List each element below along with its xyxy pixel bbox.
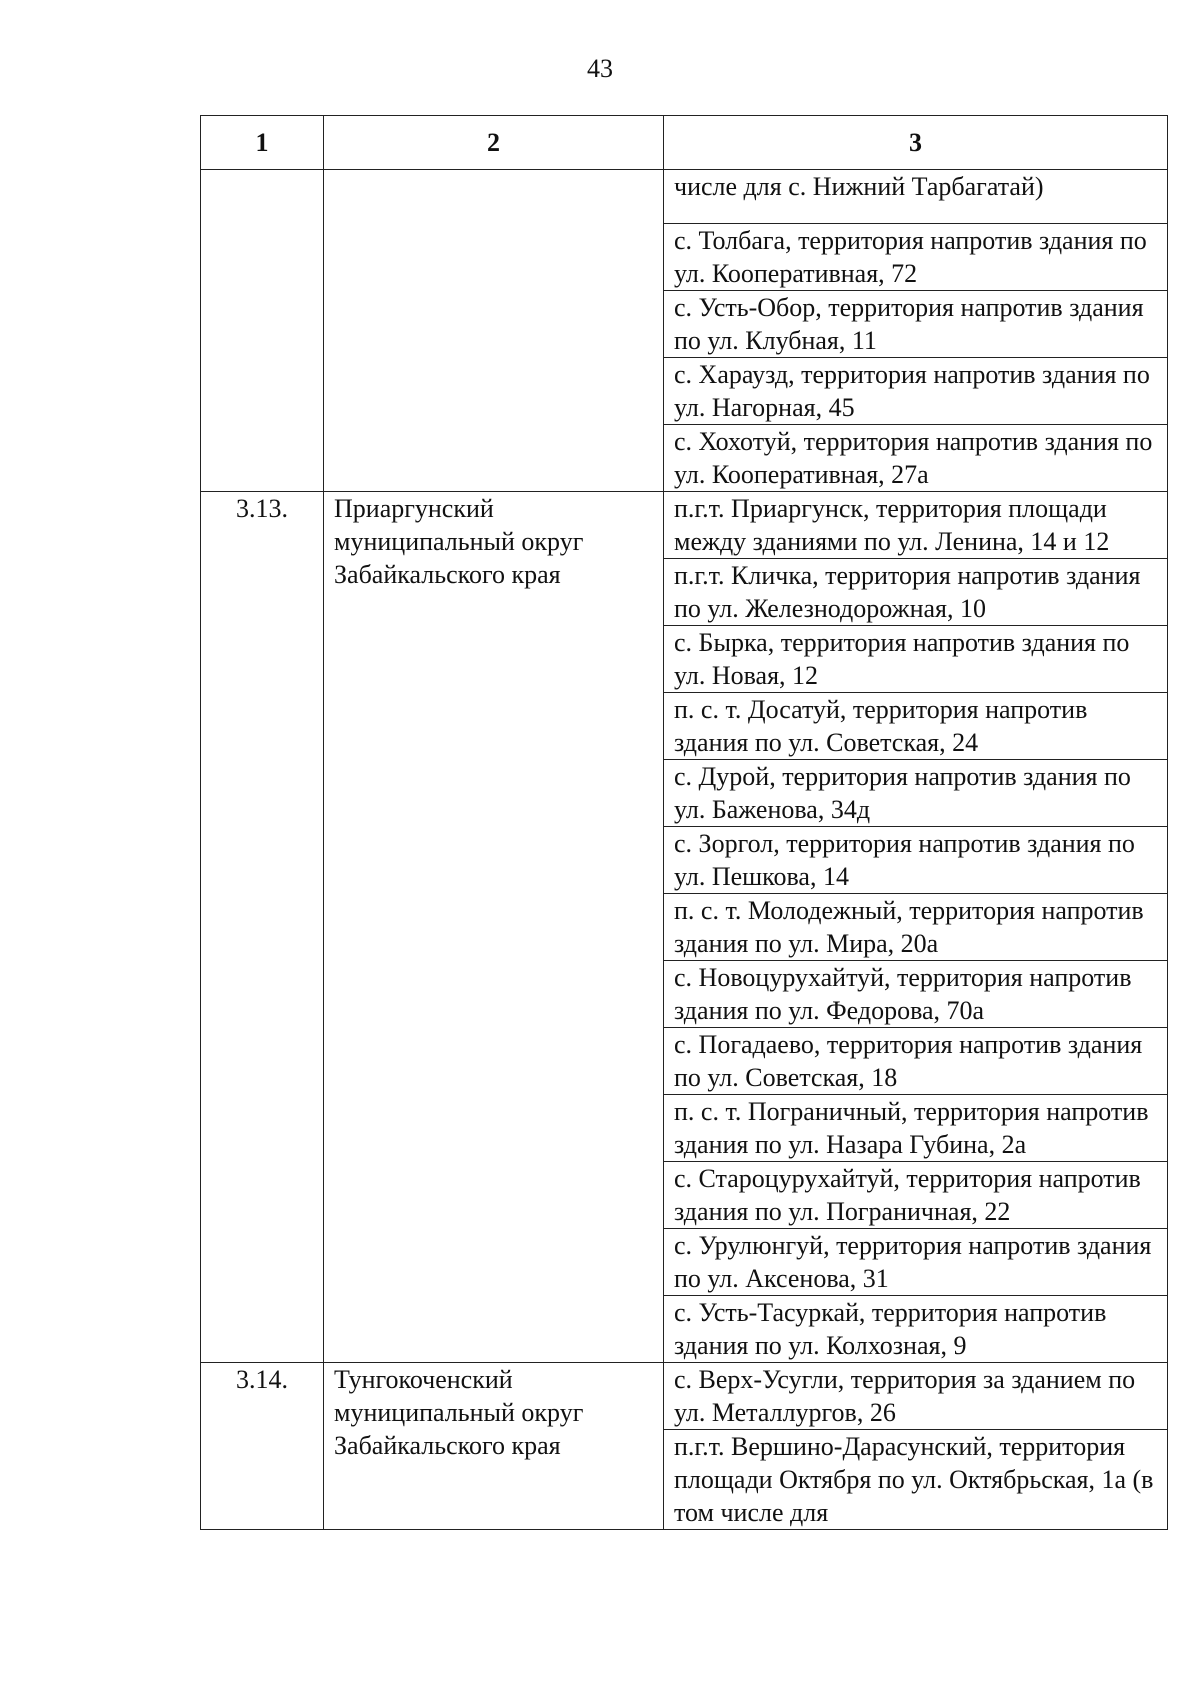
column-header-2: 2 [324,116,664,170]
address-cell: с. Зоргол, территория напротив здания по ул. Пешкова, 14 [664,827,1168,894]
address-cell: с. Хохотуй, территория напротив здания по ул. Кооперативная, 27а [664,425,1168,492]
table-row [201,1363,1168,1430]
table-row [201,492,1168,559]
address-cell: п. с. т. Пограничный, территория напротив здания по ул. Назара Губина, 2а [664,1095,1168,1162]
address-cell: с. Староцурухайтуй, территория напротив здания по ул. Пограничная, 22 [664,1162,1168,1229]
address-cell: с. Погадаево, территория напротив здания по ул. Советская, 18 [664,1028,1168,1095]
table-body [201,170,1168,1530]
address-cell: с. Усть-Обор, территория напротив здания по ул. Клубная, 11 [664,291,1168,358]
district-name-cell [324,170,664,492]
district-name-cell: Приаргунский муниципальный округ Забайкальского края [324,492,664,1363]
district-name-cell: Тунгокоченский муниципальный округ Забайкальского края [324,1363,664,1530]
address-cell: с. Бырка, территория напротив здания по ул. Новая, 12 [664,626,1168,693]
address-cell: п. с. т. Досатуй, территория напротив здания по ул. Советская, 24 [664,693,1168,760]
address-cell: с. Верх-Усугли, территория за зданием по ул. Металлургов, 26 [664,1363,1168,1430]
page-number: 43 [587,54,613,83]
column-header-1: 1 [201,116,324,170]
address-cell: с. Усть-Тасуркай, территория напротив здания по ул. Колхозная, 9 [664,1296,1168,1363]
table-header-row [201,116,1168,170]
address-cell: с. Толбага, территория напротив здания по ул. Кооперативная, 72 [664,224,1168,291]
row-number-cell [201,170,324,492]
address-cell: п. с. т. Молодежный, территория напротив здания по ул. Мира, 20а [664,894,1168,961]
address-cell: числе для с. Нижний Тарбагатай) [664,170,1168,224]
table-row [201,170,1168,224]
column-header-3: 3 [664,116,1168,170]
address-cell: с. Дурой, территория напротив здания по ул. Баженова, 34д [664,760,1168,827]
row-number-cell: 3.14. [201,1363,324,1530]
address-cell: с. Новоцурухайтуй, территория напротив здания по ул. Федорова, 70а [664,961,1168,1028]
address-cell: п.г.т. Приаргунск, территория площади между зданиями по ул. Ленина, 14 и 12 [664,492,1168,559]
address-cell: с. Урулюнгуй, территория напротив здания по ул. Аксенова, 31 [664,1229,1168,1296]
row-number-cell: 3.13. [201,492,324,1363]
address-cell: с. Хараузд, территория напротив здания по ул. Нагорная, 45 [664,358,1168,425]
address-cell: п.г.т. Вершино-Дарасунский, территория площади Октября по ул. Октябрьская, 1а (в том числе для [664,1430,1168,1530]
address-cell: п.г.т. Кличка, территория напротив здания по ул. Железнодорожная, 10 [664,559,1168,626]
locations-table [200,115,1168,1530]
